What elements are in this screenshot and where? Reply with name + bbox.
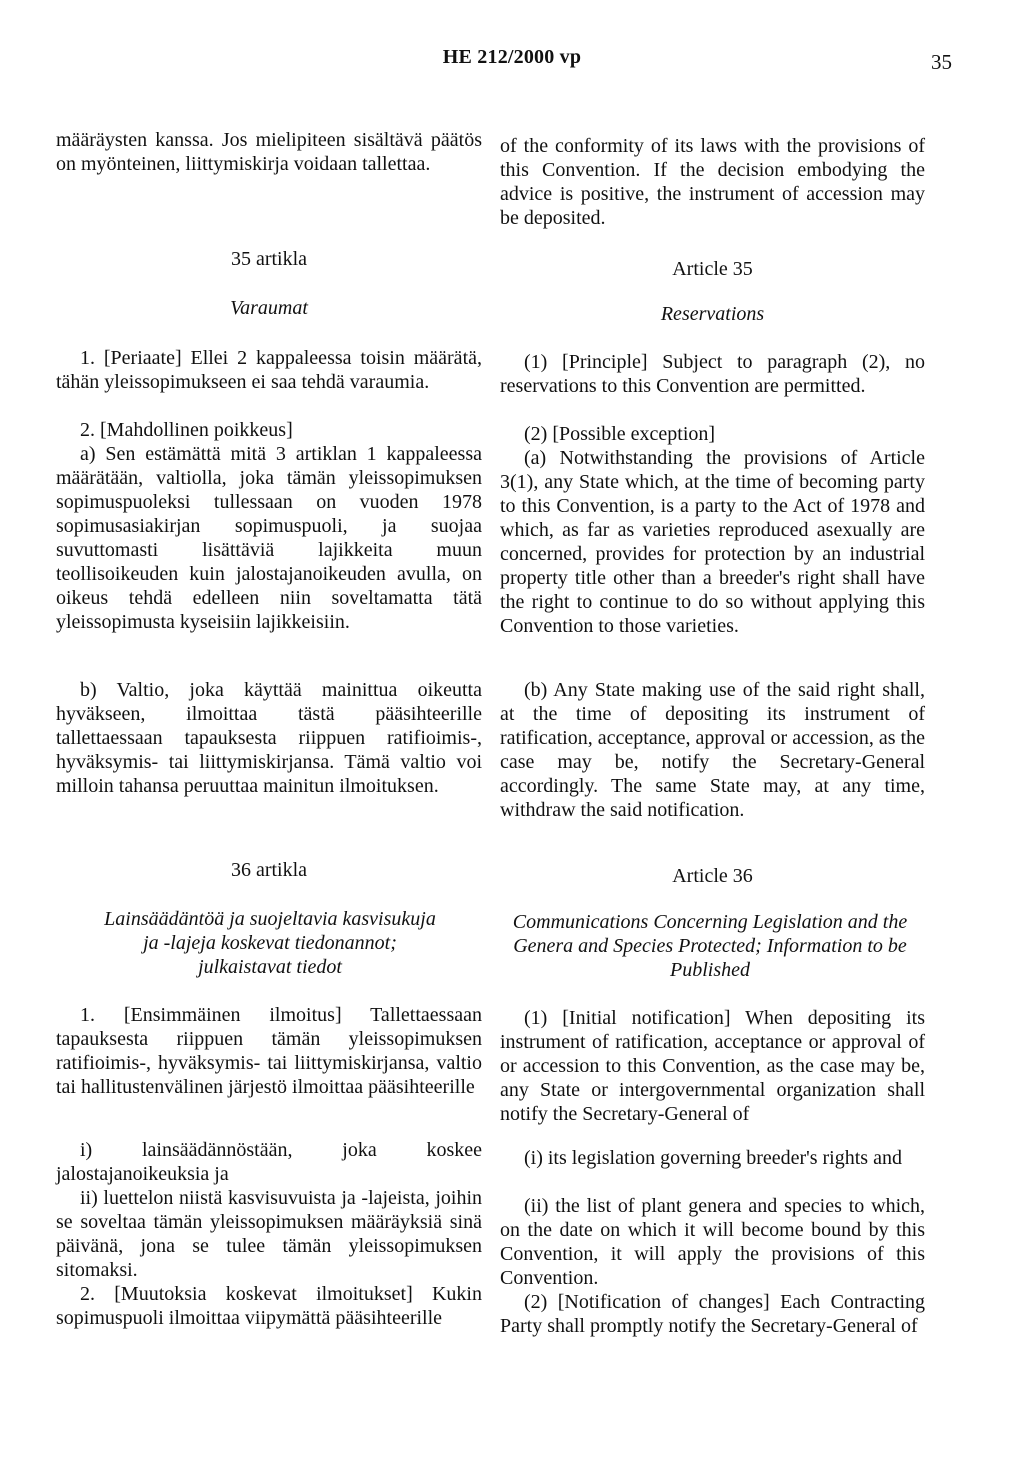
en-article-35-para-1: (1) [Principle] Subject to paragraph (2), no reservations to this Convention are permitted. (500, 351, 925, 397)
en-article-35-title: Reservations (660, 303, 765, 325)
fi-article-35-para-2-heading: 2. [Mahdollinen poikkeus] (80, 419, 293, 441)
en-article-35-para-2b: (b) Any State making use of the said right shall, at the time of depositing its instrument of ratification, acceptance, approval or accession, as the case may be, notify the Secretary-General accordingly. The same State may, at any time, withdraw the said notification. (500, 679, 925, 821)
en-article-36-item-ii: (ii) the list of plant genera and species to which, on the date on which it will become bound by this Convention, it will apply the provisions of this Convention. (500, 1195, 925, 1289)
fi-article-35-para-2a: a) Sen estämättä mitä 3 artiklan 1 kappaleessa määrätään, valtiolla, joka tämän yleissopimuksen sopimuspuoleksi tullessaan on vuoden 1978 sopimusasiakirjan sopimuspuoli, ja suojaa suvuttomasti lisättäviä lajikkeita muun teollisoikeuden kuin jalostajanoikeuden avulla, on oikeus tehdä edelleen niin soveltamatta tätä yleissopimusta kyseisiin lajikkeisiin. (56, 443, 482, 633)
fi-article-36-para-1: 1. [Ensimmäinen ilmoitus] Tallettaessaan tapauksesta riippuen tämän yleissopimuksen ratifioimis-, hyväksymis- tai liittymiskirjansa, valtio tai hallitustenvälinen järjestö ilmoittaa pääsihteerille (56, 1004, 482, 1098)
en-article-36-heading: Article 36 (672, 865, 753, 887)
fi-article-36-title: Lainsäädäntöä ja suojeltavia kasvisukuja ja -lajeja koskevat tiedonannot; julkaistavat tiedot (104, 908, 436, 978)
running-header-title: HE 212/2000 vp (442, 46, 582, 68)
fi-article-35-para-2b: b) Valtio, joka käyttää mainittua oikeutta hyväkseen, ilmoittaa tästä pääsihteerille tallettaessaan tapauksesta riippuen ratifioimis-, hyväksymis- tai liittymiskirjansa. Tämä valtio voi milloin tahansa peruuttaa mainitun ilmoituksen. (56, 679, 482, 797)
fi-article-36-heading: 36 artikla (230, 859, 308, 881)
fi-article-35-title: Varaumat (230, 297, 308, 319)
en-article-35-para-2a: (a) Notwithstanding the provisions of Article 3(1), any State which, at the time of becoming party to this Convention, is a party to the Act of 1978 and which, as far as varieties reproduced asexually are concerned, provides for protection by an industrial property title other than a breeder's right shall have the right to continue to do so without applying this Convention to those varieties. (500, 447, 925, 637)
en-article-35-para-2-heading: (2) [Possible exception] (524, 423, 716, 445)
en-article-36-para-2: (2) [Notification of changes] Each Contracting Party shall promptly notify the Secretary-General of (500, 1291, 925, 1337)
page-number: 35 (931, 50, 952, 74)
fi-article-35-para-1: 1. [Periaate] Ellei 2 kappaleessa toisin määrätä, tähän yleissopimukseen ei saa tehdä varaumia. (56, 347, 482, 393)
fi-article-36-item-i: i) lainsäädännöstään, joka koskee jalostajanoikeuksia ja (56, 1139, 482, 1185)
en-intro-paragraph: of the conformity of its laws with the provisions of this Convention. If the decision embodying the advice is positive, the instrument of accession may be deposited. (500, 135, 925, 229)
fi-article-36-item-ii: ii) luettelon niistä kasvisuvuista ja -lajeista, joihin se soveltaa tämän yleissopimuksen määräyksiä sinä päivänä, jona se tulee tämän yleissopimuksen sitomaksi. (56, 1187, 482, 1281)
fi-article-35-heading: 35 artikla (230, 248, 308, 270)
en-article-36-item-i: (i) its legislation governing breeder's rights and (524, 1147, 902, 1169)
fi-intro-paragraph: määräysten kanssa. Jos mielipiteen sisältävä päätös on myönteinen, liittymiskirja voidaan tallettaa. (56, 129, 482, 175)
fi-article-36-para-2: 2. [Muutoksia koskevat ilmoitukset] Kukin sopimuspuoli ilmoittaa viipymättä pääsihteerille (56, 1283, 482, 1329)
en-article-36-para-1: (1) [Initial notification] When depositing its instrument of ratification, acceptance or approval of or accession to this Convention, as the case may be, any State or intergovernmental organization shall notify the Secretary-General of (500, 1007, 925, 1125)
en-article-36-title: Communications Concerning Legislation and the Genera and Species Protected; Information to be Published (512, 911, 908, 981)
en-article-35-heading: Article 35 (672, 258, 753, 280)
